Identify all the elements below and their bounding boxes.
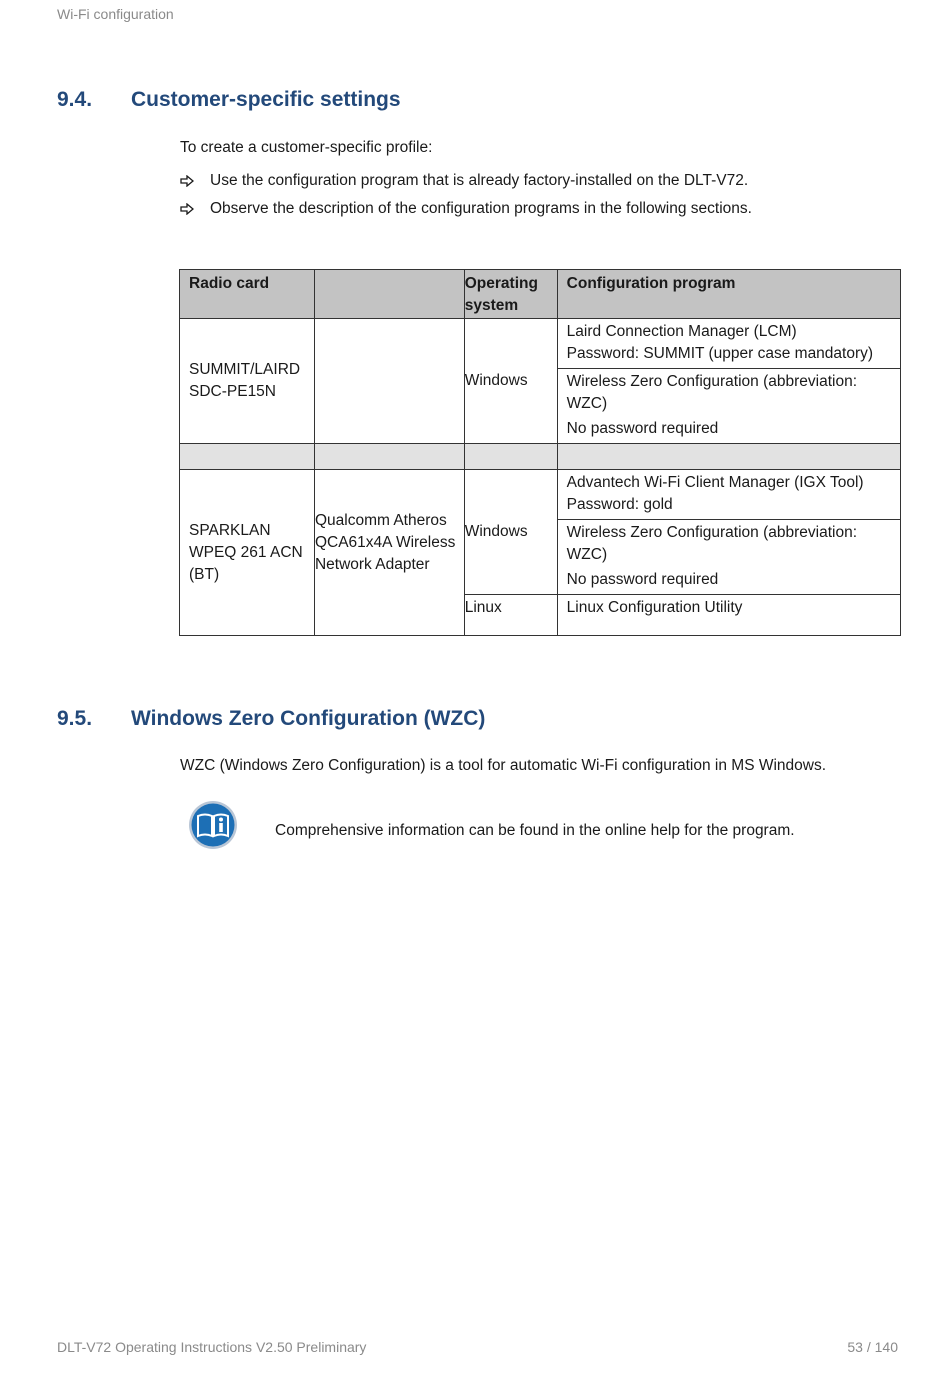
configuration-table <box>179 269 901 636</box>
radio-card-line: SDC-PE15N <box>189 383 276 400</box>
os-cell: Linux <box>464 595 557 636</box>
table-header-row <box>180 270 901 319</box>
os-cell: Windows <box>464 319 557 444</box>
program-line: WZC) <box>566 546 608 563</box>
program-line: WZC) <box>566 395 608 412</box>
bullet-item-1 <box>180 172 748 190</box>
bullet-text: Observe the description of the configuration programs in the following sections. <box>210 200 752 217</box>
header-os-line: Operating <box>464 275 538 292</box>
program-line: Wireless Zero Configuration (abbreviation: <box>566 373 857 390</box>
program-cell <box>557 520 900 595</box>
radio-card-line: SUMMIT/LAIRD <box>189 361 301 378</box>
info-manual-icon <box>188 800 238 850</box>
footer-page-number: 53 / 140 <box>847 1339 898 1355</box>
program-line: Linux Configuration Utility <box>566 599 743 616</box>
chipset-line: Qualcomm Atheros <box>314 511 447 529</box>
section-title: Customer-specific settings <box>131 88 401 111</box>
header-operating-system <box>464 270 557 319</box>
program-line: No password required <box>566 420 719 437</box>
spacer-cell <box>557 444 900 470</box>
header-radio-card: Radio card <box>180 270 315 319</box>
section-number: 9.5. <box>57 707 93 730</box>
section-title: Windows Zero Configuration (WZC) <box>131 707 486 730</box>
running-header: Wi-Fi configuration <box>57 6 174 22</box>
bullet-text: Use the configuration program that is already factory-installed on the DLT-V72. <box>210 172 749 189</box>
radio-card-cell <box>180 470 315 636</box>
table-row <box>180 470 901 520</box>
chipset-cell <box>314 470 464 636</box>
program-line: Wireless Zero Configuration (abbreviation: <box>566 524 857 541</box>
intro-paragraph: To create a customer-specific profile: <box>180 139 433 156</box>
hollow-arrow-right-icon <box>180 175 210 187</box>
radio-card-line: WPEQ 261 ACN <box>189 543 303 561</box>
os-cell: Windows <box>464 470 557 595</box>
table-spacer-row <box>180 444 901 470</box>
spacer-cell <box>464 444 557 470</box>
wzc-paragraph: WZC (Windows Zero Configuration) is a tool for automatic Wi-Fi configuration in MS Windows. <box>180 757 827 774</box>
hollow-arrow-right-icon <box>180 203 210 215</box>
program-cell <box>557 595 900 636</box>
table-row <box>180 319 901 369</box>
header-blank <box>314 270 464 319</box>
radio-card-cell <box>180 319 315 444</box>
spacer-cell <box>314 444 464 470</box>
program-line: Password: gold <box>566 496 673 513</box>
radio-card-line: (BT) <box>189 565 220 583</box>
bullet-item-2 <box>180 200 752 218</box>
section-heading-9-5 <box>57 707 485 731</box>
program-line: No password required <box>566 571 719 588</box>
header-configuration-program: Configuration program <box>557 270 900 319</box>
info-text: Comprehensive information can be found in the online help for the program. <box>275 822 795 839</box>
program-cell <box>557 470 900 520</box>
chipset-line: QCA61x4A Wireless <box>314 533 456 551</box>
section-heading-9-4 <box>57 88 401 112</box>
chipset-line: Network Adapter <box>314 555 430 573</box>
program-cell <box>557 319 900 369</box>
program-cell <box>557 369 900 444</box>
program-line: Advantech Wi-Fi Client Manager (IGX Tool) <box>566 474 864 491</box>
program-line: Password: SUMMIT (upper case mandatory) <box>566 345 874 362</box>
chipset-cell <box>314 319 464 444</box>
spacer-cell <box>180 444 315 470</box>
footer-document-title: DLT-V72 Operating Instructions V2.50 Preliminary <box>57 1339 367 1355</box>
section-number: 9.4. <box>57 88 93 111</box>
header-os-line: system <box>464 297 519 314</box>
radio-card-line: SPARKLAN <box>189 521 271 539</box>
program-line: Laird Connection Manager (LCM) <box>566 323 797 340</box>
